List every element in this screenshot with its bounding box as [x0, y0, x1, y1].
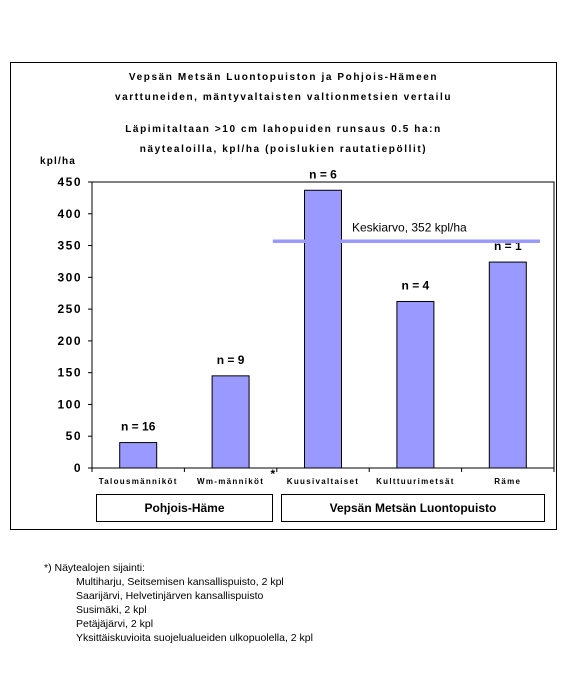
chart-title-line-1: Vepsän Metsän Luontopuiston ja Pohjois-Hämeen	[128, 72, 439, 83]
footnote-marker: *	[270, 467, 276, 481]
chart-subtitle-line-1: Läpimitaltaan >10 cm lahopuiden runsaus 0.5 ha:n	[125, 124, 442, 135]
y-tick-label: 250	[57, 302, 82, 317]
footnote-line: Petäjäjärvi, 2 kpl	[76, 618, 154, 630]
y-tick-label: 200	[57, 333, 82, 348]
bar-label: n = 6	[309, 167, 337, 182]
y-tick-label: 50	[65, 429, 82, 444]
x-tick-label: Wm-männiköt	[197, 477, 265, 486]
group-label-vepsan-metsan-luontopuisto: Vepsän Metsän Luontopuisto	[281, 494, 545, 522]
y-tick-label: 150	[57, 365, 82, 380]
chart-subtitle-line-2: näytealoilla, kpl/ha (poislukien rautatiepöllit)	[139, 144, 428, 155]
y-tick-label: 300	[57, 270, 82, 285]
y-tick-label: 0	[73, 461, 82, 475]
y-tick-label: 350	[57, 238, 82, 253]
x-tick-label: Kulttuurimetsät	[376, 477, 455, 486]
x-tick-label: Räme	[494, 477, 522, 486]
bar-label: n = 9	[216, 352, 245, 367]
bar-label: n = 4	[401, 278, 430, 293]
footnote-line: Susimäki, 2 kpl	[76, 604, 147, 616]
x-tick-label: Kuusivaltaiset	[286, 477, 360, 486]
bar-label: n = 16	[121, 419, 156, 434]
footnote-line: Yksittäiskuvioita suojelualueiden ulkopuolella, 2 kpl	[76, 632, 313, 644]
y-tick-label: 450	[57, 175, 82, 189]
footnote-line: Multiharju, Seitsemisen kansallispuisto, 2 kpl	[76, 576, 284, 588]
y-tick-label: 400	[57, 206, 82, 221]
average-line-label: Keskiarvo, 352 kpl/ha	[352, 220, 467, 235]
bar	[120, 443, 157, 468]
bar-label: n = 1	[493, 239, 522, 254]
x-tick-label: Talousmänniköt	[98, 477, 178, 486]
footnote-heading: *) Näytealojen sijainti:	[44, 562, 145, 574]
chart-title-line-2: varttuneiden, mäntyvaltaisten valtionmetsien vertailu	[114, 92, 453, 103]
bar	[489, 262, 526, 468]
bar	[305, 190, 342, 468]
bar	[397, 301, 434, 468]
y-axis-label: kpl/ha	[39, 156, 77, 167]
footnote-line: Saarijärvi, Helvetinjärven kansallispuisto	[76, 590, 264, 602]
bar	[212, 376, 249, 468]
y-tick-label: 100	[57, 397, 82, 412]
group-label-pohjois-hame: Pohjois-Häme	[96, 494, 273, 522]
